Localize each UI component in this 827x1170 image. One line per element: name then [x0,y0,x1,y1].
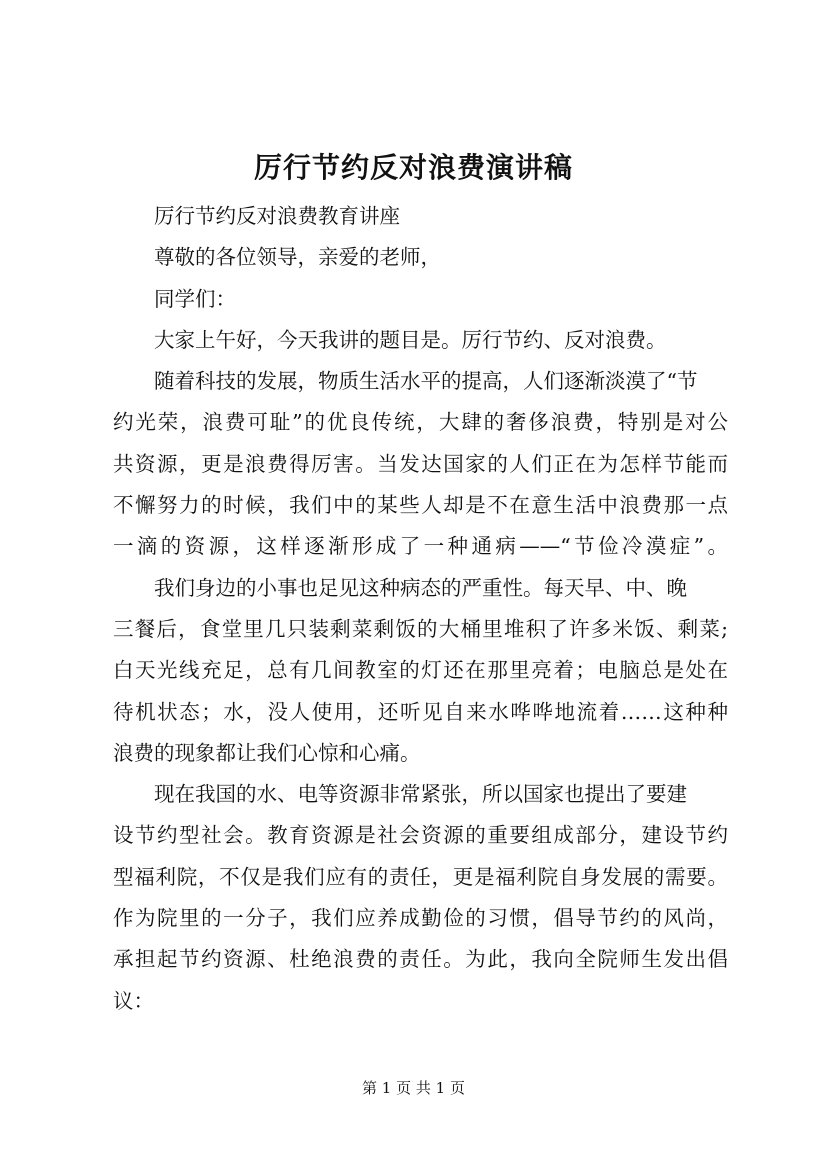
body-line: 白天光线充足，总有几间教室的灯还在那里亮着；电脑总是处在 [113,658,728,683]
body-line: 待机状态；水，没人使用，还听见自来水哗哗地流着……这种种 [113,699,728,724]
body-line: 设节约型社会。教育资源是社会资源的重要组成部分，建设节约 [113,823,728,848]
body-line: 共资源，更是浪费得厉害。当发达国家的人们正在为怎样节能而 [113,451,728,476]
body-line: 约光荣，浪费可耻”的优良传统，大肆的奢侈浪费，特别是对公 [113,410,728,435]
page-footer: 第 1 页 共 1 页 [362,1079,465,1097]
document-title: 厉行节约反对浪费演讲稿 [253,151,573,184]
body-line: 我们身边的小事也足见这种病态的严重性。每天早、中、晚 [154,575,687,600]
body-line: 承担起节约资源、杜绝浪费的责任。为此，我向全院师生发出倡 [113,947,728,972]
body-line: 浪费的现象都让我们心惊和心痛。 [113,740,421,765]
body-line: 不懈努力的时候，我们中的某些人却是不在意生活中浪费那一点 [113,493,728,518]
body-line: 随着科技的发展，物质生活水平的提高，人们逐渐淡漠了“节 [154,369,698,394]
body-line: 现在我国的水、电等资源非常紧张，所以国家也提出了要建 [154,782,687,807]
body-line: 三餐后，食堂里几只装剩菜剩饭的大桶里堆积了许多米饭、剩菜; [113,616,728,641]
body-line: 型福利院，不仅是我们应有的责任，更是福利院自身发展的需要。 [113,864,728,889]
body-line: 同学们： [154,286,236,311]
document-body [113,196,728,1022]
body-line: 厉行节约反对浪费教育讲座 [154,204,400,228]
body-line: 大家上午好，今天我讲的题目是。厉行节约、反对浪费。 [154,327,667,352]
body-line: 议： [113,988,154,1013]
body-line: 作为院里的一分子，我们应养成勤俭的习惯，倡导节约的风尚， [113,906,728,931]
body-line: 尊敬的各位领导，亲爱的老师， [154,245,441,270]
body-line: 一滴的资源，这样逐渐形成了一种通病——“节俭冷漠症”。 [113,534,728,559]
